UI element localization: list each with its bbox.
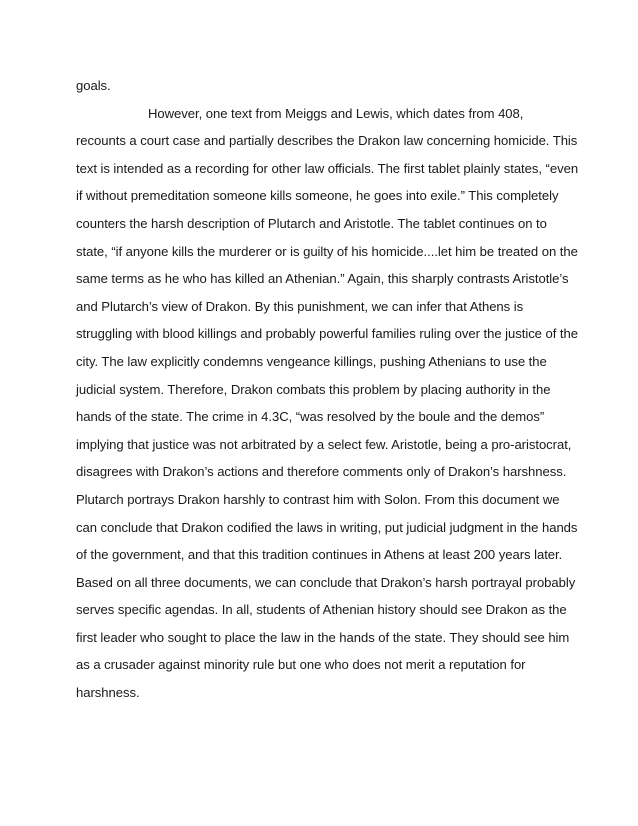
paragraph-start-line: However, one text from Meiggs and Lewis, which dates from 408,	[148, 105, 524, 121]
text-line: serves specific agendas. In all, students of Athenian history should see Drakon as the	[76, 602, 567, 618]
text-line: and Plutarch’s view of Drakon. By this punishment, we can infer that Athens is	[76, 298, 524, 314]
text-line: if without premeditation someone kills someone, he goes into exile.” This completely	[76, 188, 559, 204]
text-line: recounts a court case and partially describes the Drakon law concerning homicide. This	[76, 133, 578, 149]
text-line: struggling with blood killings and probably powerful families ruling over the justice of the	[76, 326, 578, 342]
text-line: text is intended as a recording for other law officials. The first tablet plainly states, “even	[76, 160, 579, 176]
text-line: first leader who sought to place the law in the hands of the state. They should see him	[76, 629, 570, 645]
text-line: can conclude that Drakon codified the laws in writing, put judicial judgment in the hands	[76, 519, 578, 535]
text-line: Based on all three documents, we can conclude that Drakon’s harsh portrayal probably	[76, 574, 576, 590]
text-line: counters the harsh description of Plutarch and Aristotle. The tablet continues on to	[76, 215, 547, 231]
text-line: harshness.	[76, 685, 140, 701]
text-line: city. The law explicitly condemns vengeance killings, pushing Athenians to use the	[76, 353, 547, 369]
text-line: of the government, and that this tradition continues in Athens at least 200 years later.	[76, 547, 563, 563]
text-line: same terms as he who has killed an Athenian.” Again, this sharply contrasts Aristotle’s	[76, 271, 569, 287]
text-line: judicial system. Therefore, Drakon combats this problem by placing authority in the	[76, 381, 551, 397]
text-line: Plutarch portrays Drakon harshly to contrast him with Solon. From this document we	[76, 491, 560, 507]
text-line: hands of the state. The crime in 4.3C, “was resolved by the boule and the demos”	[76, 409, 545, 425]
text-line: goals.	[76, 78, 111, 93]
text-line: as a crusader against minority rule but one who does not merit a reputation for	[76, 657, 526, 673]
text-line: implying that justice was not arbitrated by a select few. Aristotle, being a pro-aristocrat,	[76, 436, 572, 452]
text-line: state, “if anyone kills the murderer or is guilty of his homicide....let him be treated on the	[76, 243, 578, 259]
essay-body	[76, 72, 579, 707]
text-line: disagrees with Drakon’s actions and therefore comments only of Drakon’s harshness.	[76, 464, 567, 480]
